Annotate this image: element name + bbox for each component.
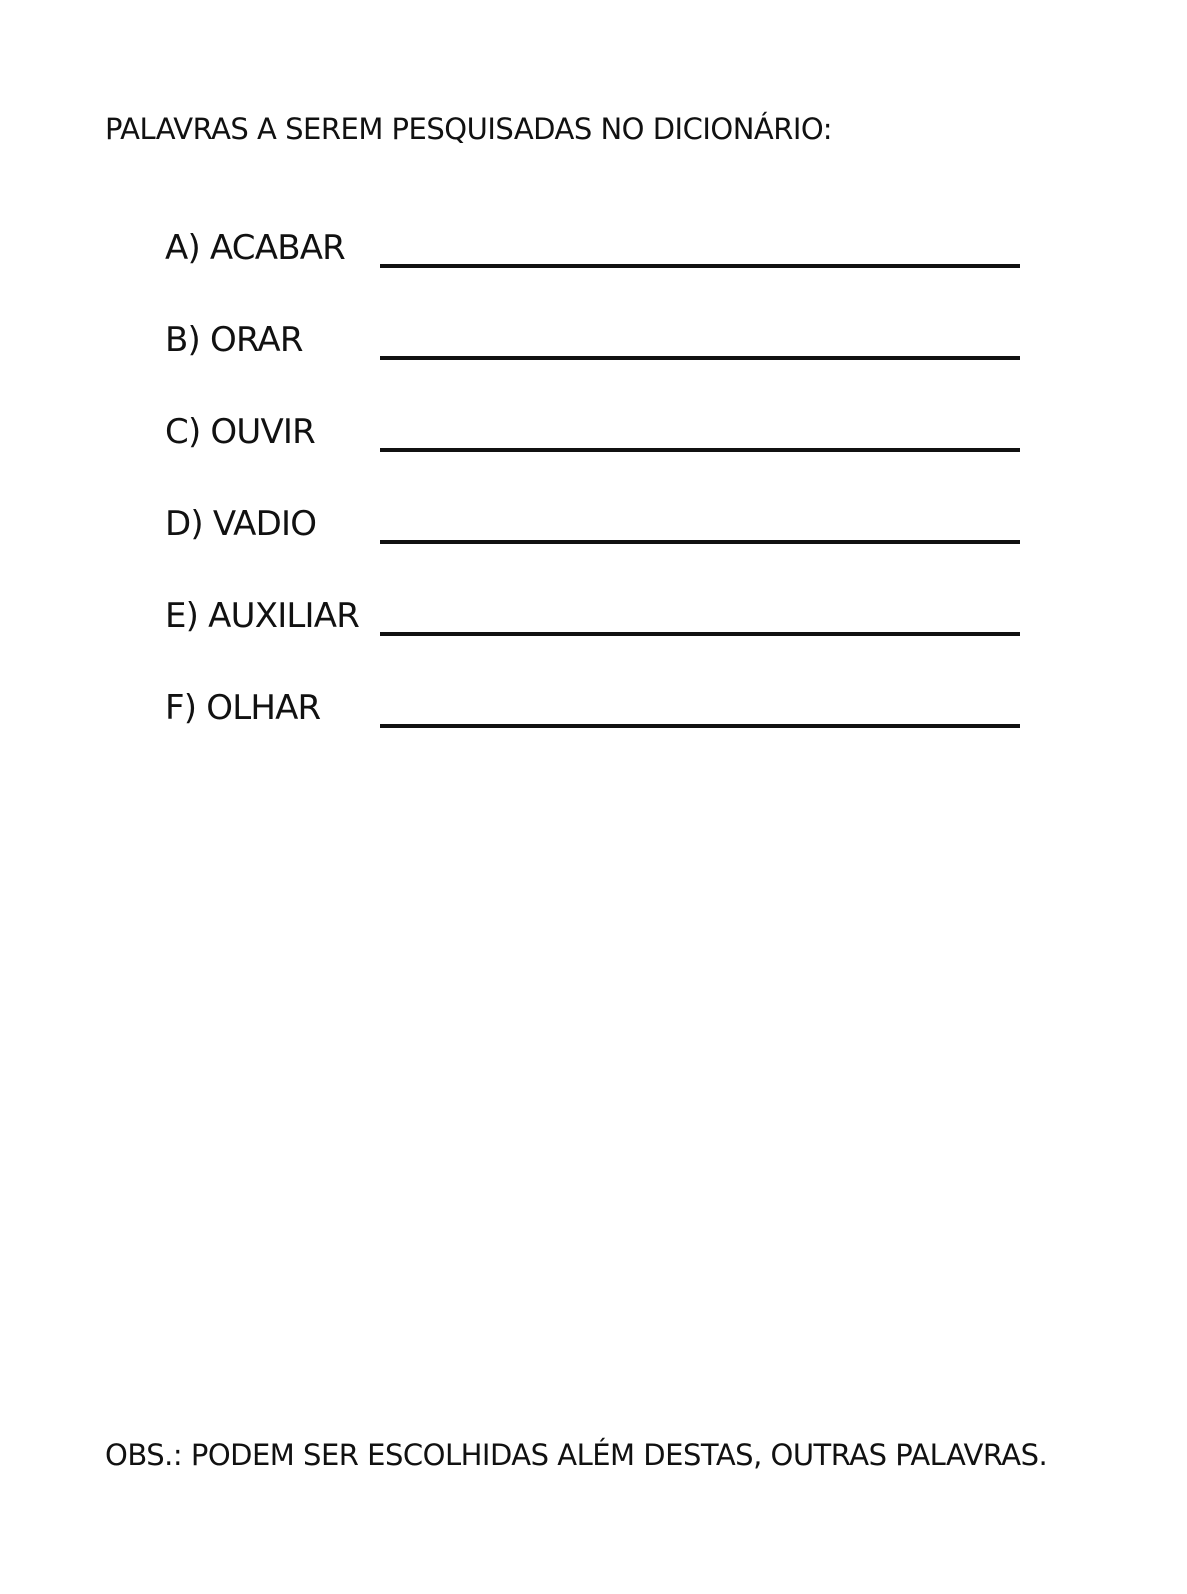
page-heading: PALAVRAS A SEREM PESQUISADAS NO DICIONÁRIO:: [105, 112, 833, 146]
word-row-e: [165, 596, 1025, 688]
word-row-d: [165, 504, 1025, 596]
word-label: F) OLHAR: [165, 688, 321, 728]
word-label: A) ACABAR: [165, 228, 345, 268]
word-label: D) VADIO: [165, 504, 317, 544]
answer-line: [380, 632, 1020, 636]
word-list: [165, 228, 1025, 780]
word-label: C) OUVIR: [165, 412, 315, 452]
footnote: OBS.: PODEM SER ESCOLHIDAS ALÉM DESTAS, OUTRAS PALAVRAS.: [105, 1438, 1048, 1472]
word-row-f: [165, 688, 1025, 780]
answer-line: [380, 724, 1020, 728]
word-label: B) ORAR: [165, 320, 303, 360]
answer-line: [380, 264, 1020, 268]
word-row-a: [165, 228, 1025, 320]
answer-line: [380, 540, 1020, 544]
answer-line: [380, 356, 1020, 360]
answer-line: [380, 448, 1020, 452]
word-row-c: [165, 412, 1025, 504]
word-label: E) AUXILIAR: [165, 596, 360, 636]
word-row-b: [165, 320, 1025, 412]
